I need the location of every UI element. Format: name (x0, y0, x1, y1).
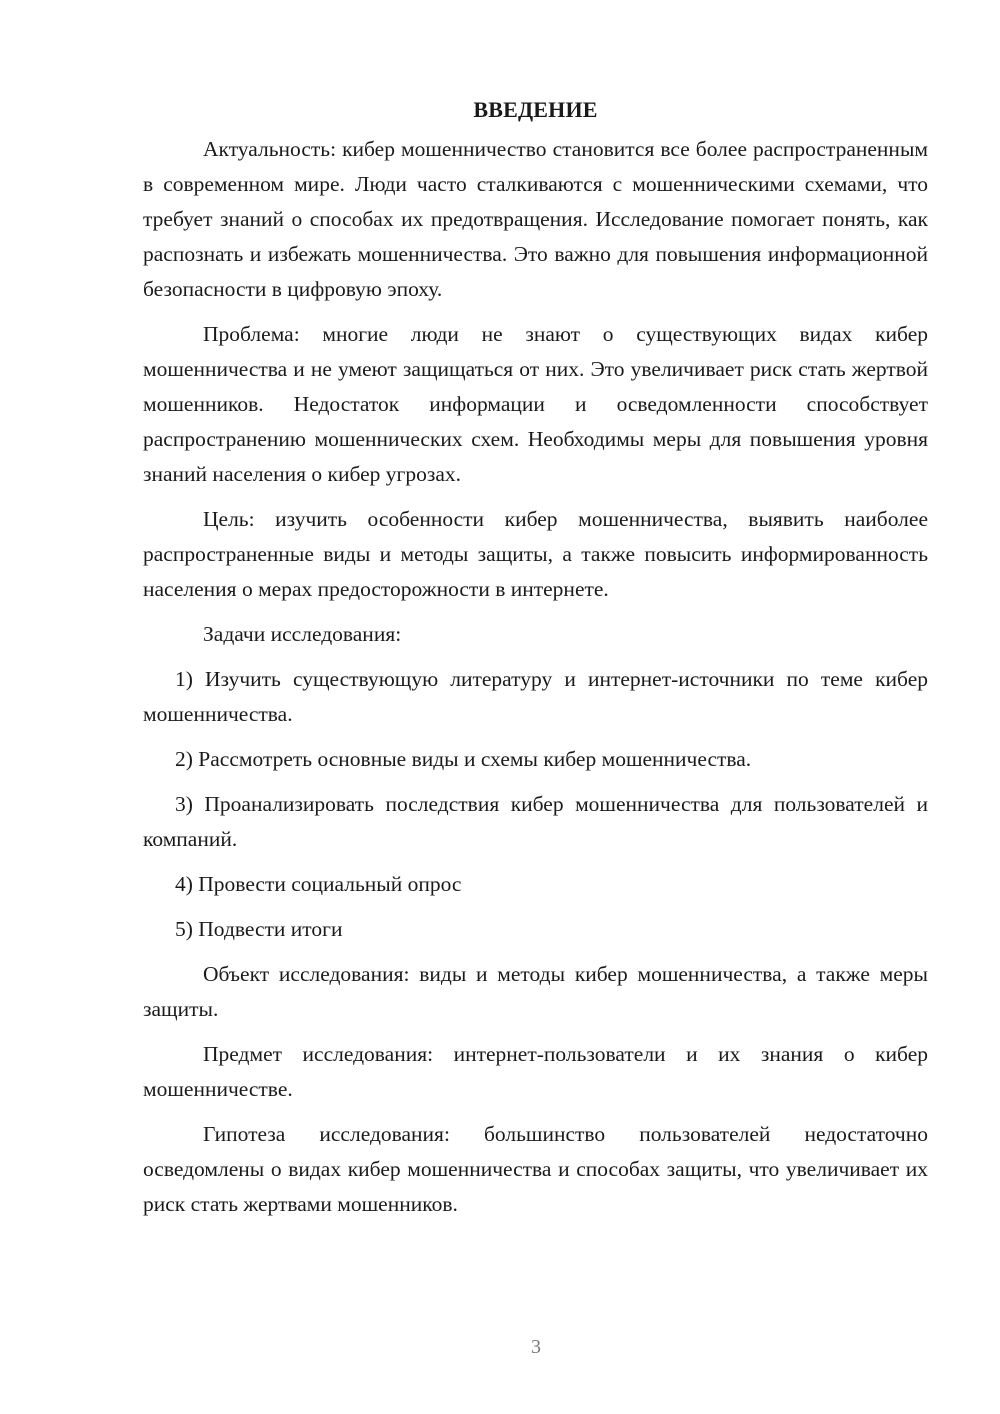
section-title: ВВЕДЕНИЕ (473, 97, 598, 122)
task-item-5: 5) Подвести итоги (175, 917, 343, 941)
task-item-3: 3) Проанализировать последствия кибер мошенничества для пользователей и компаний. (143, 792, 928, 851)
problem-paragraph: Проблема: многие люди не знают о существующих видах кибер мошенничества и не умеют защищаться от них. Это увеличивает риск стать жертвой мошенников. Недостаток информации и осведомленности способствует распространению мошеннических схем. Необходимы меры для повышения уровня знаний населения о кибер угрозах. (143, 322, 928, 486)
hypothesis-paragraph: Гипотеза исследования: большинство пользователей недостаточно осведомлены о видах кибер мошенничества и способах защиты, что увеличивает их риск стать жертвами мошенников. (143, 1122, 928, 1216)
page-number: 3 (531, 1336, 541, 1358)
subject-paragraph: Предмет исследования: интернет-пользователи и их знания о кибер мошенничестве. (143, 1042, 928, 1101)
tasks-heading: Задачи исследования: (203, 622, 402, 646)
task-item-4: 4) Провести социальный опрос (175, 872, 462, 896)
task-item-2: 2) Рассмотреть основные виды и схемы кибер мошенничества. (175, 747, 752, 771)
object-paragraph: Объект исследования: виды и методы кибер мошенничества, а также меры защиты. (143, 962, 928, 1021)
document-page (143, 92, 928, 1232)
relevance-paragraph: Актуальность: кибер мошенничество становится все более распространенным в современном мире. Люди часто сталкиваются с мошенническими схемами, что требует знаний о способах их предотвращения. Исследование помогает понять, как распознать и избежать мошенничества. Это важно для повышения информационной безопасности в цифровую эпоху. (143, 137, 928, 301)
goal-paragraph: Цель: изучить особенности кибер мошенничества, выявить наиболее распространенные виды и методы защиты, а также повысить информированность населения о мерах предосторожности в интернете. (143, 507, 928, 601)
task-item-1: 1) Изучить существующую литературу и интернет-источники по теме кибер мошенничества. (143, 667, 928, 726)
